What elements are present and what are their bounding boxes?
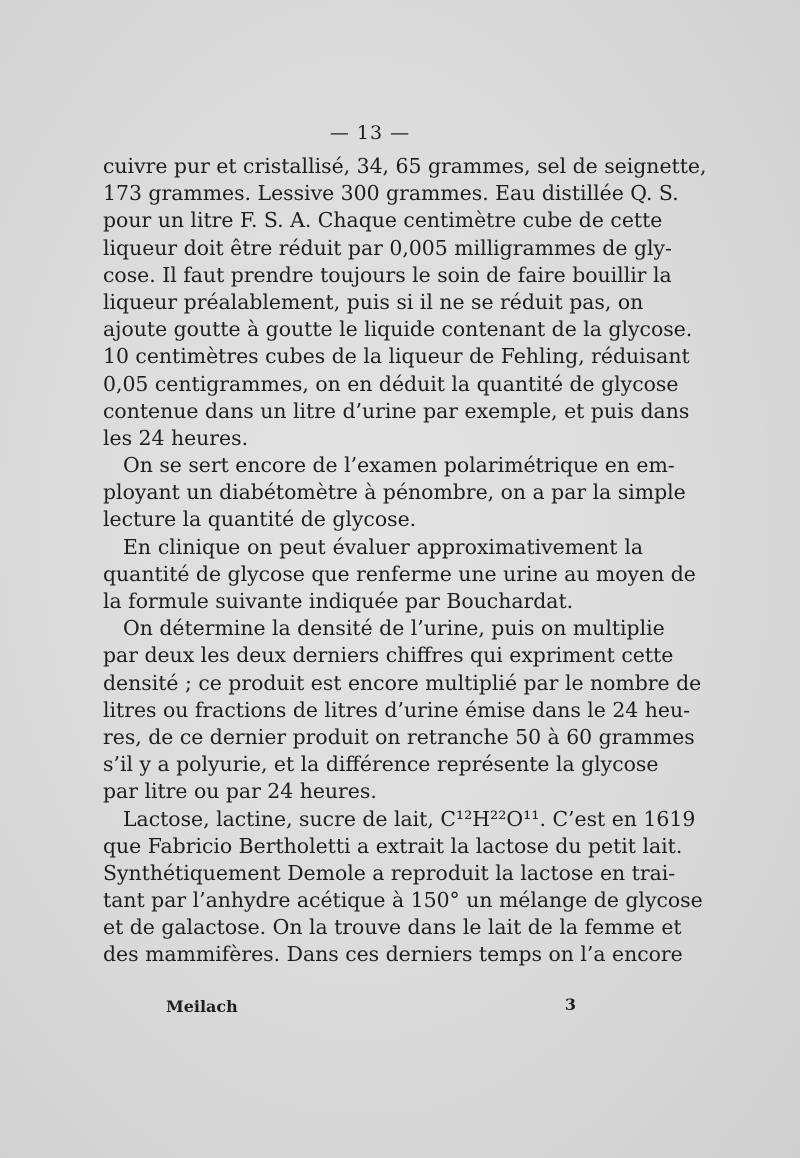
text-line: et de galactose. On la trouve dans le lait de la femme et [103,915,682,940]
text-line: On se sert encore de l’examen polarimétrique en em- [123,453,675,478]
text-line: Lactose, lactine, sucre de lait, C¹²H²²O¹¹. C’est en 1619 [123,806,696,831]
text-line: On détermine la densité de l’urine, puis on multiplie [123,616,665,641]
signature-mark: 3 [564,995,576,1014]
text-line: lecture la quantité de glycose. [103,507,417,532]
text-line: liqueur doit être réduit par 0,005 milligrammes de gly- [103,235,672,260]
text-line: tant par l’anhydre acétique à 150° un mélange de glycose [103,888,703,913]
text-line: pour un litre F. S. A. Chaque centimètre cube de cette [103,208,663,233]
text-line: litres ou fractions de litres d’urine émise dans le 24 heu- [103,697,690,722]
text-line: s’il y a polyurie, et la différence représente la glycose [103,752,659,777]
text-line: par litre ou par 24 heures. [103,779,377,804]
page-number: — 13 — [329,122,411,144]
text-line: 173 grammes. Lessive 300 grammes. Eau distillée Q. S. [103,181,679,206]
text-line: ployant un diabétomètre à pénombre, on a par la simple [103,480,686,505]
text-line: 10 centimètres cubes de la liqueur de Fehling, réduisant [103,344,690,369]
text-line: res, de ce dernier produit on retranche 50 à 60 grammes [103,724,695,749]
text-line: contenue dans un litre d’urine par exemple, et puis dans [103,398,690,423]
text-line: 0,05 centigrammes, on en déduit la quantité de glycose [103,371,679,396]
footer-author: Meilach [166,997,238,1016]
text-line: les 24 heures. [103,425,249,450]
text-line: par deux les deux derniers chiffres qui expriment cette [103,643,674,668]
text-line: Synthétiquement Demole a reproduit la lactose en trai- [103,860,676,885]
body-text [103,153,707,969]
text-line: cose. Il faut prendre toujours le soin de faire bouillir la [103,262,672,287]
text-line: la formule suivante indiquée par Bouchardat. [103,589,574,613]
text-line: cuivre pur et cristallisé, 34, 65 grammes, sel de seignette, [103,154,707,178]
text-line: En clinique on peut évaluer approximativement la [123,534,643,559]
text-line: des mammifères. Dans ces derniers temps on l’a encore [103,942,683,967]
text-line: que Fabricio Bertholetti a extrait la lactose du petit lait. [103,833,683,858]
text-line: ajoute goutte à goutte le liquide contenant de la glycose. [103,317,693,342]
text-line: quantité de glycose que renferme une urine au moyen de [103,561,696,586]
text-line: densité ; ce produit est encore multiplié par le nombre de [103,670,702,695]
text-line: liqueur préalablement, puis si il ne se réduit pas, on [103,289,644,314]
